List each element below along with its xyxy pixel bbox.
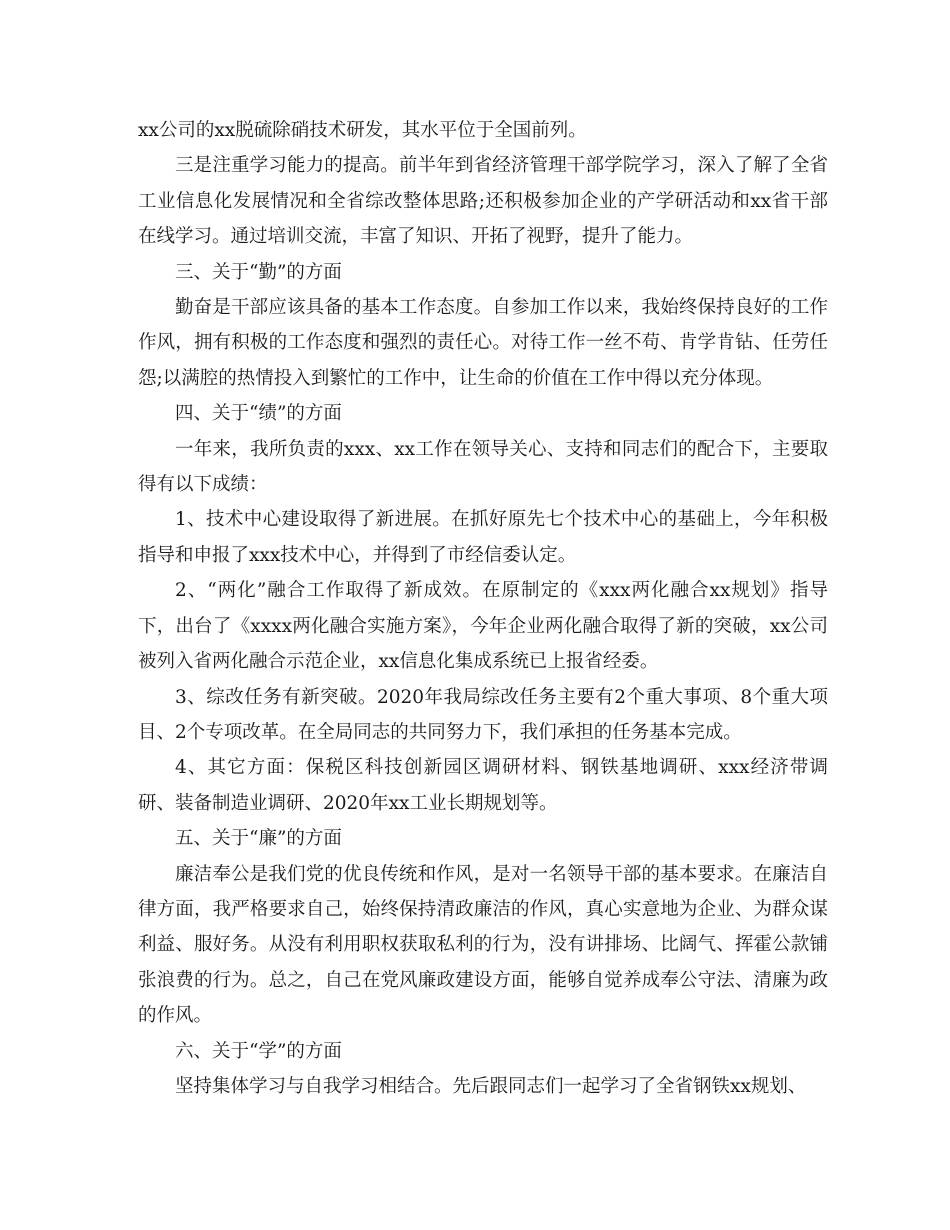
paragraph-continuation: xx公司的xx脱硫除硝技术研发，其水平位于全国前列。 xyxy=(138,120,587,141)
heading-achievements: 四、关于“绩”的方面 xyxy=(175,403,342,425)
list-item-integration: 2、“两化”融合工作取得了新成效。在原制定的《xxx两化融合xx规划》指导下，出台了《xxxx两化融合实施方案》，今年企业两化融合取得了新的突破，xx公司被列入省两化融合示范企业，xx信息化集成系统已上报省经委。 xyxy=(138,580,828,673)
heading-learning: 六、关于“学”的方面 xyxy=(175,1040,342,1062)
paragraph-diligence: 勤奋是干部应该具备的基本工作态度。自参加工作以来，我始终保持良好的工作作风，拥有积极的工作态度和强烈的责任心。对待工作一丝不苟、肯学肯钻、任劳任怨;以满腔的热情投入到繁忙的工作中，让生命的价值在工作中得以充分体现。 xyxy=(138,297,828,389)
paragraph-learning: 坚持集体学习与自我学习相结合。先后跟同志们一起学习了全省钢铁xx规划、 xyxy=(175,1075,807,1097)
paragraph-integrity: 廉洁奉公是我们党的优良传统和作风，是对一名领导干部的基本要求。在廉洁自律方面，我严格要求自己，始终保持清政廉洁的作风，真心实意地为企业、为群众谋利益、服好务。从没有利用职权获取私利的行为，没有讲排场、比阔气、挥霍公款铺张浪费的行为。总之，自己在党风廉政建设方面，能够自觉养成奉公守法、清廉为政的作风。 xyxy=(138,863,828,1027)
list-item-tech-center: 1、技术中心建设取得了新进展。在抓好原先七个技术中心的基础上，今年积极指导和申报了xxx技术中心，并得到了市经信委认定。 xyxy=(138,509,828,566)
paragraph-study-ability: 三是注重学习能力的提高。前半年到省经济管理干部学院学习，深入了解了全省工业信息化发展情况和全省综改整体思路;还积极参加企业的产学研活动和xx省干部在线学习。通过培训交流，丰富了知识、开拓了视野，提升了能力。 xyxy=(138,155,828,248)
heading-integrity: 五、关于“廉”的方面 xyxy=(175,828,342,850)
list-item-other: 4、其它方面：保税区科技创新园区调研材料、钢铁基地调研、xxx经济带调研、装备制造业调研、2020年xx工业长期规划等。 xyxy=(138,757,828,814)
heading-diligence: 三、关于“勤”的方面 xyxy=(175,261,342,283)
paragraph-achievements-intro: 一年来，我所负责的xxx、xx工作在领导关心、支持和同志们的配合下，主要取得有以下成绩： xyxy=(138,438,828,496)
document-body xyxy=(138,113,828,1104)
list-item-reform: 3、综改任务有新突破。2020年我局综改任务主要有2个重大事项、8个重大项目、2个专项改革。在全局同志的共同努力下，我们承担的任务基本完成。 xyxy=(138,686,828,743)
